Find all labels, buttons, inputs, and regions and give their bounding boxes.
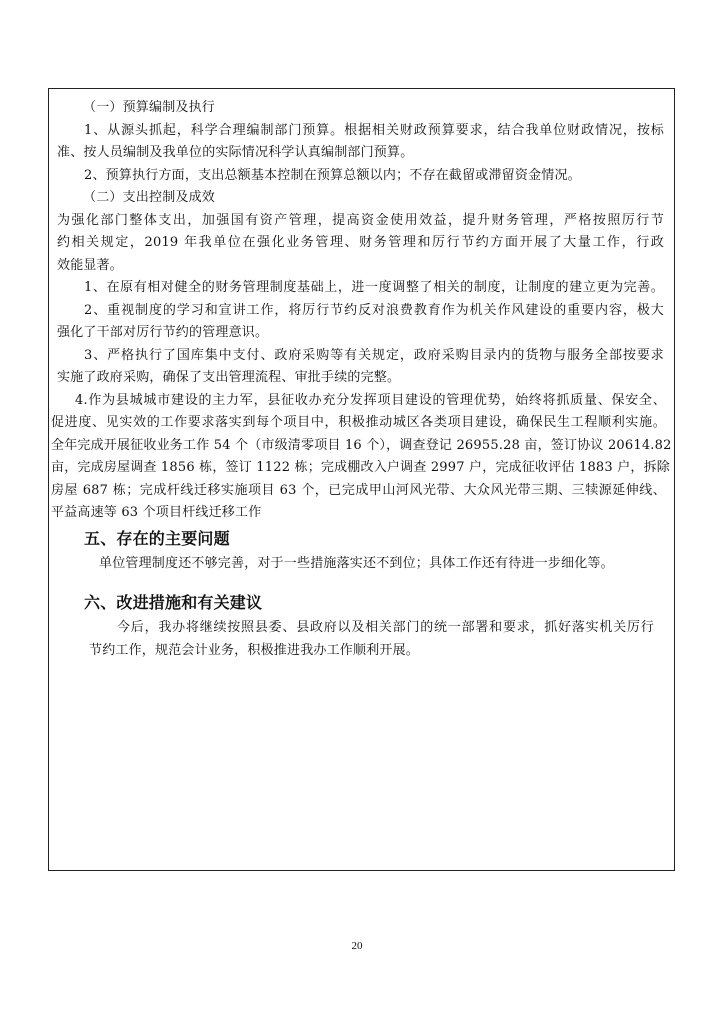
- spending-item4-line6: 平益高速等 63 个项目杆线迁移工作: [51, 505, 262, 520]
- document-body: [49, 97, 674, 662]
- spending-intro-line3: 效能显著。: [57, 257, 124, 273]
- problems-heading: 五、存在的主要问题: [84, 528, 230, 548]
- spending-item4-line1: 4.作为县城城市建设的主力军，县征收办充分发挥项目建设的管理优势，始终将抓质量、保安全、: [75, 392, 666, 408]
- spending-item3-line2: 实施了政府采购，确保了支出管理流程、审批手续的完整。: [57, 370, 401, 385]
- spending-item4-line5: 房屋 687 栋；完成杆线迁移实施项目 63 个，已完成甲山河风光带、大众风光带三期、三犊源延伸线、: [51, 482, 666, 498]
- spending-intro-line1: 为强化部门整体支出，加强国有资产管理，提高资金使用效益，提升财务管理，严格按照厉行节: [57, 212, 664, 228]
- spending-item4-line3: 全年完成开展征收业务工作 54 个（市级清零项目 16 个），调查登记 26955.28 亩，签订协议 20614.82: [51, 437, 672, 453]
- spending-item2-line2: 强化了干部对厉行节约的管理意识。: [57, 325, 269, 340]
- spending-item2-line1: 2、重视制度的学习和宣讲工作，将厉行节约反对浪费教育作为机关作风建设的重要内容，极大: [84, 302, 664, 318]
- page-number: 20: [351, 940, 363, 952]
- problems-text: 单位管理制度还不够完善，对于一些措施落实还不到位；具体工作还有待进一步细化等。: [99, 555, 614, 571]
- budget-p1-line2: 准、按人员编制及我单位的实际情况科学认真编制部门预算。: [57, 145, 414, 160]
- spending-item4-line2: 促进度、见实效的工作要求落实到每个项目中，积极推动城区各类项目建设，确保民生工程顺利实施。: [51, 415, 666, 430]
- improve-text-line2: 节约工作，规范会计业务，积极推进我办工作顺利开展。: [89, 642, 420, 658]
- spending-item4-line4: 亩，完成房屋调查 1856 栋，签订 1122 栋；完成棚改入户调查 2997 户，完成征收评估 1883 户，拆除: [51, 460, 670, 475]
- spending-heading: （二）支出控制及成效: [83, 190, 216, 205]
- spending-item3-line1: 3、严格执行了国库集中支付、政府采购等有关规定，政府采购目录内的货物与服务全部按要求: [84, 347, 664, 363]
- spending-intro-line2: 约相关规定，2019 年我单位在强化业务管理、财务管理和厉行节约方面开展了大量工作，行政: [57, 235, 664, 250]
- spending-item1: 1、在原有相对健全的财务管理制度基础上，进一度调整了相关的制度，让制度的建立更为完善。: [84, 280, 664, 295]
- improve-heading: 六、改进措施和有关建议: [84, 593, 263, 612]
- budget-p2: 2、预算执行方面，支出总额基本控制在预算总额以内；不存在截留或滞留资金情况。: [84, 167, 581, 183]
- budget-heading: （一）预算编制及执行: [83, 100, 216, 115]
- budget-p1-line1: 1、从源头抓起，科学合理编制部门预算。根据相关财政预算要求，结合我单位财政情况，按标: [84, 122, 664, 138]
- content-box: [48, 88, 675, 871]
- improve-text-line1: 今后，我办将继续按照县委、县政府以及相关部门的统一部署和要求，抓好落实机关厉行: [117, 620, 654, 635]
